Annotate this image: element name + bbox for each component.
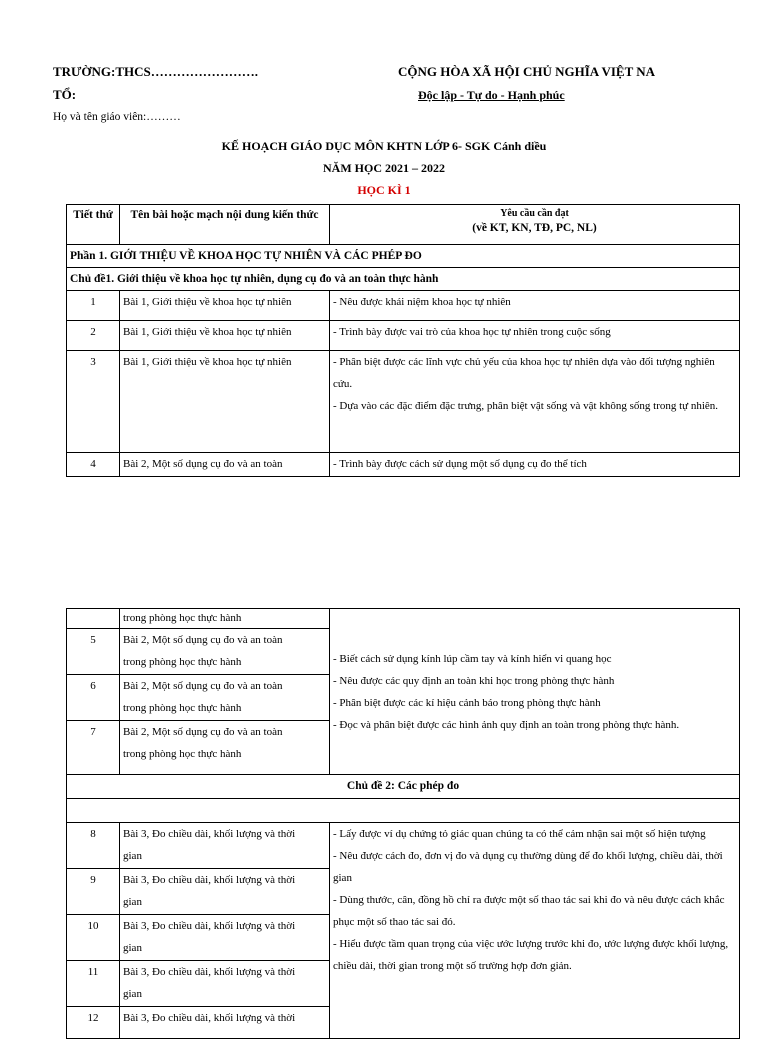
lesson-name [120, 675, 330, 721]
period-number: 4 [67, 453, 120, 477]
lesson-line: trong phòng học thực hành [123, 748, 242, 760]
lesson-line: Bài 3, Đo chiều dài, khối lượng và thời [123, 1012, 296, 1024]
period-number: 5 [67, 629, 120, 675]
lesson-line: Bài 2, Một số dụng cụ đo và an toàn [123, 726, 283, 738]
header-requirements [330, 205, 740, 245]
lesson-line: Bài 3, Đo chiều dài, khối lượng và thời [123, 828, 296, 840]
period-number: 10 [67, 915, 120, 961]
header-period: Tiết thứ [67, 205, 120, 245]
lesson-name-continued: trong phòng học thực hành [120, 609, 330, 629]
lesson-line: gian [123, 896, 142, 908]
lesson-name [120, 1007, 330, 1039]
requirement-text: - Đọc và phân biệt được các hình ảnh quy định an toàn trong phòng thực hành. [333, 718, 680, 731]
requirement-text: - Dùng thước, cân, đồng hồ chỉ ra được một số thao tác sai khi đo và nêu được cách khắc phục một số thao tác sai đó. [333, 894, 725, 928]
requirement-text: - Lấy được ví dụ chứng tỏ giác quan chúng ta có thể cảm nhận sai một số hiện tượng [333, 828, 706, 840]
header-req-line2: (về KT, KN, TĐ, PC, NL) [472, 222, 597, 234]
period-number: 3 [67, 351, 120, 453]
lesson-line: trong phòng học thực hành [123, 656, 242, 668]
requirement-text: - Hiểu được tầm quan trọng của việc ước lượng trước khi đo, ước lượng được khối lượng, chiều dài, thời gian trong một số trường hợp đơn giản. [333, 938, 729, 972]
period-number: 7 [67, 721, 120, 775]
semester-title: HỌC KÌ 1 [357, 183, 411, 197]
topic1-title: Chủ đề1. Giới thiệu về khoa học tự nhiên, dụng cụ đo và an toàn thực hành [67, 268, 740, 291]
lesson-name: Bài 1, Giới thiệu về khoa học tự nhiên [120, 291, 330, 321]
table-row [67, 351, 740, 453]
lesson-line: gian [123, 942, 142, 954]
requirement-text: - Nêu được các quy định an toàn khi học trong phòng thực hành [333, 674, 615, 687]
requirement-text: - Phân biệt được các kí hiệu cảnh báo trong phòng thực hành [333, 696, 601, 709]
topic2-title: Chủ đề 2: Các phép đo [67, 775, 740, 799]
period-number: 11 [67, 961, 120, 1007]
lesson-name: Bài 1, Giới thiệu về khoa học tự nhiên [120, 321, 330, 351]
period-number: 8 [67, 823, 120, 869]
table-row [67, 321, 740, 351]
period-number: 6 [67, 675, 120, 721]
lesson-name [120, 869, 330, 915]
lesson-line: Bài 3, Đo chiều dài, khối lượng và thời [123, 874, 296, 886]
school-year: NĂM HỌC 2021 – 2022 [323, 161, 445, 175]
header-lesson: Tên bài hoặc mạch nội dung kiến thức [120, 205, 330, 245]
header-req-line1: Yêu cầu cần đạt [500, 208, 569, 219]
requirement-text: - Nêu được cách đo, đơn vị đo và dụng cụ thường dùng để đo khối lượng, chiều dài, thời gian [333, 850, 723, 884]
lesson-line: Bài 3, Đo chiều dài, khối lượng và thời [123, 966, 296, 978]
period-number: 9 [67, 869, 120, 915]
lesson-name: Bài 1, Giới thiệu về khoa học tự nhiên [120, 351, 330, 453]
requirement-text: - Trình bày được cách sử dụng một số dụng cụ đo thể tích [333, 458, 587, 470]
requirement-cell [330, 453, 740, 477]
part-title: Phần 1. GIỚI THIỆU VỀ KHOA HỌC TỰ NHIÊN VÀ CÁC PHÉP ĐO [67, 245, 740, 268]
lesson-name [120, 721, 330, 775]
requirement-text: - Nêu được khái niệm khoa học tự nhiên [333, 296, 511, 308]
group-label: TỔ: [53, 87, 77, 102]
table-row [67, 823, 740, 869]
period-number: 12 [67, 1007, 120, 1039]
requirement-text: - Biết cách sử dụng kính lúp cầm tay và kính hiển vi quang học [333, 652, 612, 665]
motto: Độc lập - Tự do - Hạnh phúc [418, 88, 565, 102]
lesson-line: gian [123, 988, 142, 1000]
table-row [67, 609, 740, 629]
lesson-name [120, 823, 330, 869]
lesson-name [120, 961, 330, 1007]
lesson-line: Bài 3, Đo chiều dài, khối lượng và thời [123, 920, 296, 932]
lesson-name: Bài 2, Một số dụng cụ đo và an toàn [120, 453, 330, 477]
requirement-text: - Dựa vào các đặc điểm đặc trưng, phân biệt vật sống và vật không sống trong tự nhiên. [333, 400, 719, 412]
nation-title: CỘNG HÒA XÃ HỘI CHỦ NGHĨA VIỆT NA [398, 64, 656, 79]
requirement-text: - Phân biệt được các lĩnh vực chủ yếu của khoa học tự nhiên dựa vào đối tượng nghiên cứu. [333, 356, 715, 390]
plan-title: KẾ HOẠCH GIÁO DỤC MÔN KHTN LỚP 6- SGK Cánh diều [221, 139, 547, 153]
table-row [67, 453, 740, 477]
requirement-text: - Trình bày được vai trò của khoa học tự nhiên trong cuộc sống [333, 326, 611, 338]
teacher-name: Họ và tên giáo viên:……… [53, 111, 181, 123]
period-number: 1 [67, 291, 120, 321]
lesson-line: gian [123, 850, 142, 862]
lesson-line: trong phòng học thực hành [123, 702, 242, 714]
plan-table-top [66, 204, 740, 477]
plan-table-bottom [66, 608, 740, 1039]
period-number: 2 [67, 321, 120, 351]
requirement-cell [330, 609, 740, 775]
lesson-name [120, 915, 330, 961]
requirement-cell [330, 823, 740, 1039]
requirement-cell [330, 321, 740, 351]
table-row [67, 291, 740, 321]
requirement-cell [330, 291, 740, 321]
lesson-line: Bài 2, Một số dụng cụ đo và an toàn [123, 680, 283, 692]
lesson-line: Bài 2, Một số dụng cụ đo và an toàn [123, 634, 283, 646]
requirement-cell [330, 351, 740, 453]
school-name: TRƯỜNG:THCS……………………. [53, 64, 258, 79]
lesson-name [120, 629, 330, 675]
